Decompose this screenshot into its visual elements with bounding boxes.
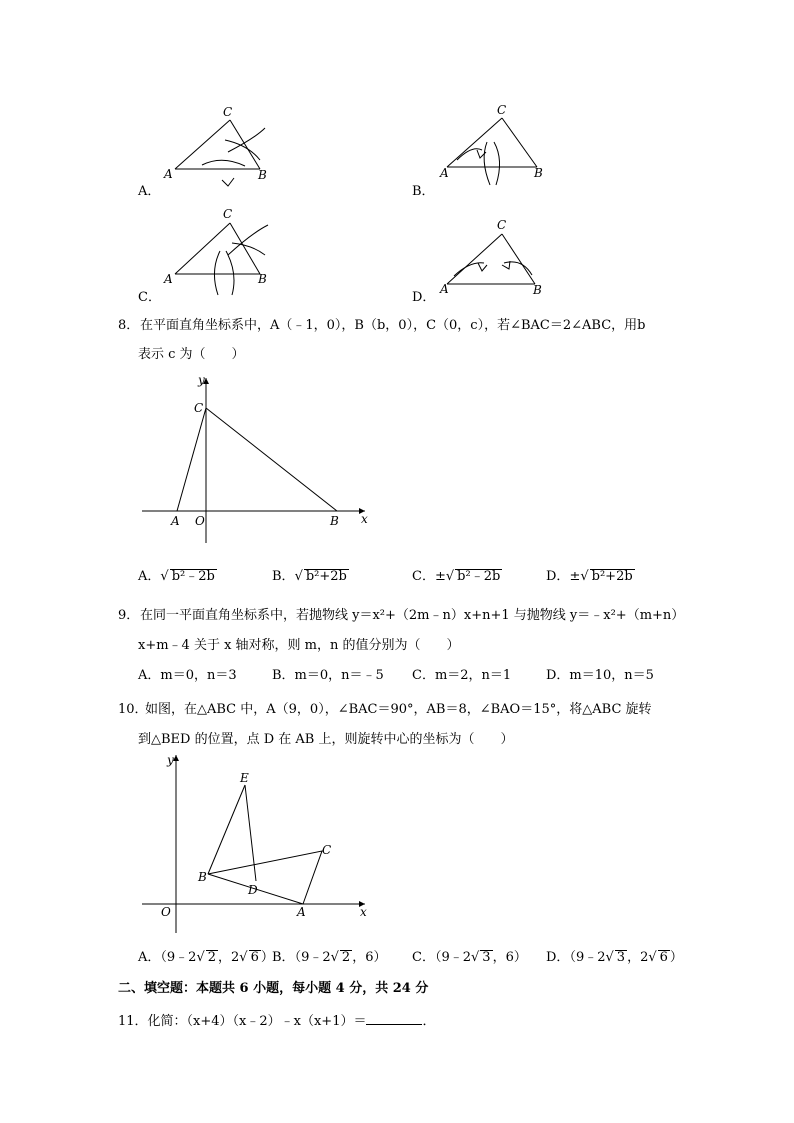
q10-option-d[interactable]: D．（9﹣2√ 3 ，2√ 6 ） [546,950,683,965]
q11-end: ． [422,1014,436,1029]
q8-number: 8． [118,318,140,333]
q10-stem-line2: 到△BED 的位置，点 D 在 AB 上，则旋转中心的坐标为（ ） [138,732,514,747]
q9-stem-line1: 在同一平面直角坐标系中，若抛物线 y＝x²+（2m﹣n）x+n+1 与抛物线 y＝﹣x²+（m+n） [140,608,685,623]
point-e: E [240,771,249,785]
option-b-label[interactable]: B． [412,184,435,199]
point-b: B [330,514,339,528]
figure-q7-a [160,100,290,195]
point-c: C [497,218,507,232]
point-c: C [223,105,233,119]
point-a: A [164,272,173,286]
q9-option-c[interactable]: C．m＝2，n＝1 [412,668,512,683]
axis-x-label: x [361,512,368,526]
q8-option-b[interactable]: B．√ b²+2b [272,569,347,584]
figure-q7-d [432,213,562,305]
point-b: B [258,272,267,286]
point-d: D [248,883,258,897]
point-c: C [223,207,233,221]
point-b: B [533,283,542,297]
axis-x-label: x [360,905,367,919]
q9-stem-line2: x+m﹣4 关于 x 轴对称，则 m，n 的值分别为（ ） [138,638,460,653]
figure-q7-b [432,100,562,195]
q8-stem-line2: 表示 c 为（ ） [138,347,245,362]
axis-y-label: y [167,753,174,767]
option-c-label[interactable]: C． [138,290,161,305]
figure-q8 [140,368,380,548]
q8-stem-line1: 在平面直角坐标系中，A（﹣1，0），B（b，0），C（0，c），若∠BAC＝2∠ABC，用b [140,318,646,333]
point-b: B [258,168,267,182]
q8-option-a[interactable]: A．√ b²﹣2b [138,569,215,584]
q11-number: 11． [118,1014,148,1029]
point-a: A [440,282,449,296]
q9-option-a[interactable]: A．m＝0，n＝3 [138,668,237,683]
q10-stem-line1: 如图，在△ABC 中，A（9，0），∠BAC＝90°，AB＝8，∠BAO＝15°，将△ABC 旋转 [145,702,652,717]
point-a: A [164,167,173,181]
q10-option-a[interactable]: A．（9﹣2√ 2 ，2√ 6 ） [138,950,274,965]
point-b: B [198,870,207,884]
q10-number: 10． [118,702,148,717]
figure-q7-c [160,203,290,303]
point-a: A [297,905,306,919]
point-b: B [534,166,543,180]
origin-o: O [161,905,171,919]
point-c: C [322,843,332,857]
axis-y-label: y [198,373,205,387]
option-d-label[interactable]: D． [412,290,436,305]
q11-stem: 化简：（x+4）（x﹣2）﹣x（x+1）＝ [147,1014,367,1029]
point-a: A [440,166,449,180]
q10-option-b[interactable]: B．（9﹣2√ 2 ，6） [272,950,387,965]
point-c: C [497,103,507,117]
option-a-label[interactable]: A． [138,184,161,199]
q9-option-b[interactable]: B．m＝0，n＝﹣5 [272,668,384,683]
section-2-title: 二、填空题：本题共 6 小题，每小题 4 分，共 24 分 [118,981,429,996]
q8-option-d[interactable]: D．±√ b²+2b [546,569,633,584]
q8-option-c[interactable]: C．±√ b²﹣2b [412,569,501,584]
q9-option-d[interactable]: D．m＝10，n＝5 [546,668,654,683]
q10-option-c[interactable]: C．（9﹣2√ 3 ，6） [412,950,527,965]
origin-o: O [195,514,205,528]
q9-number: 9． [118,608,140,623]
figure-q10 [140,750,380,935]
q11-line [118,1010,436,1029]
point-c: C [194,401,204,415]
q11-answer-blank[interactable] [366,1012,422,1025]
point-a: A [171,514,180,528]
